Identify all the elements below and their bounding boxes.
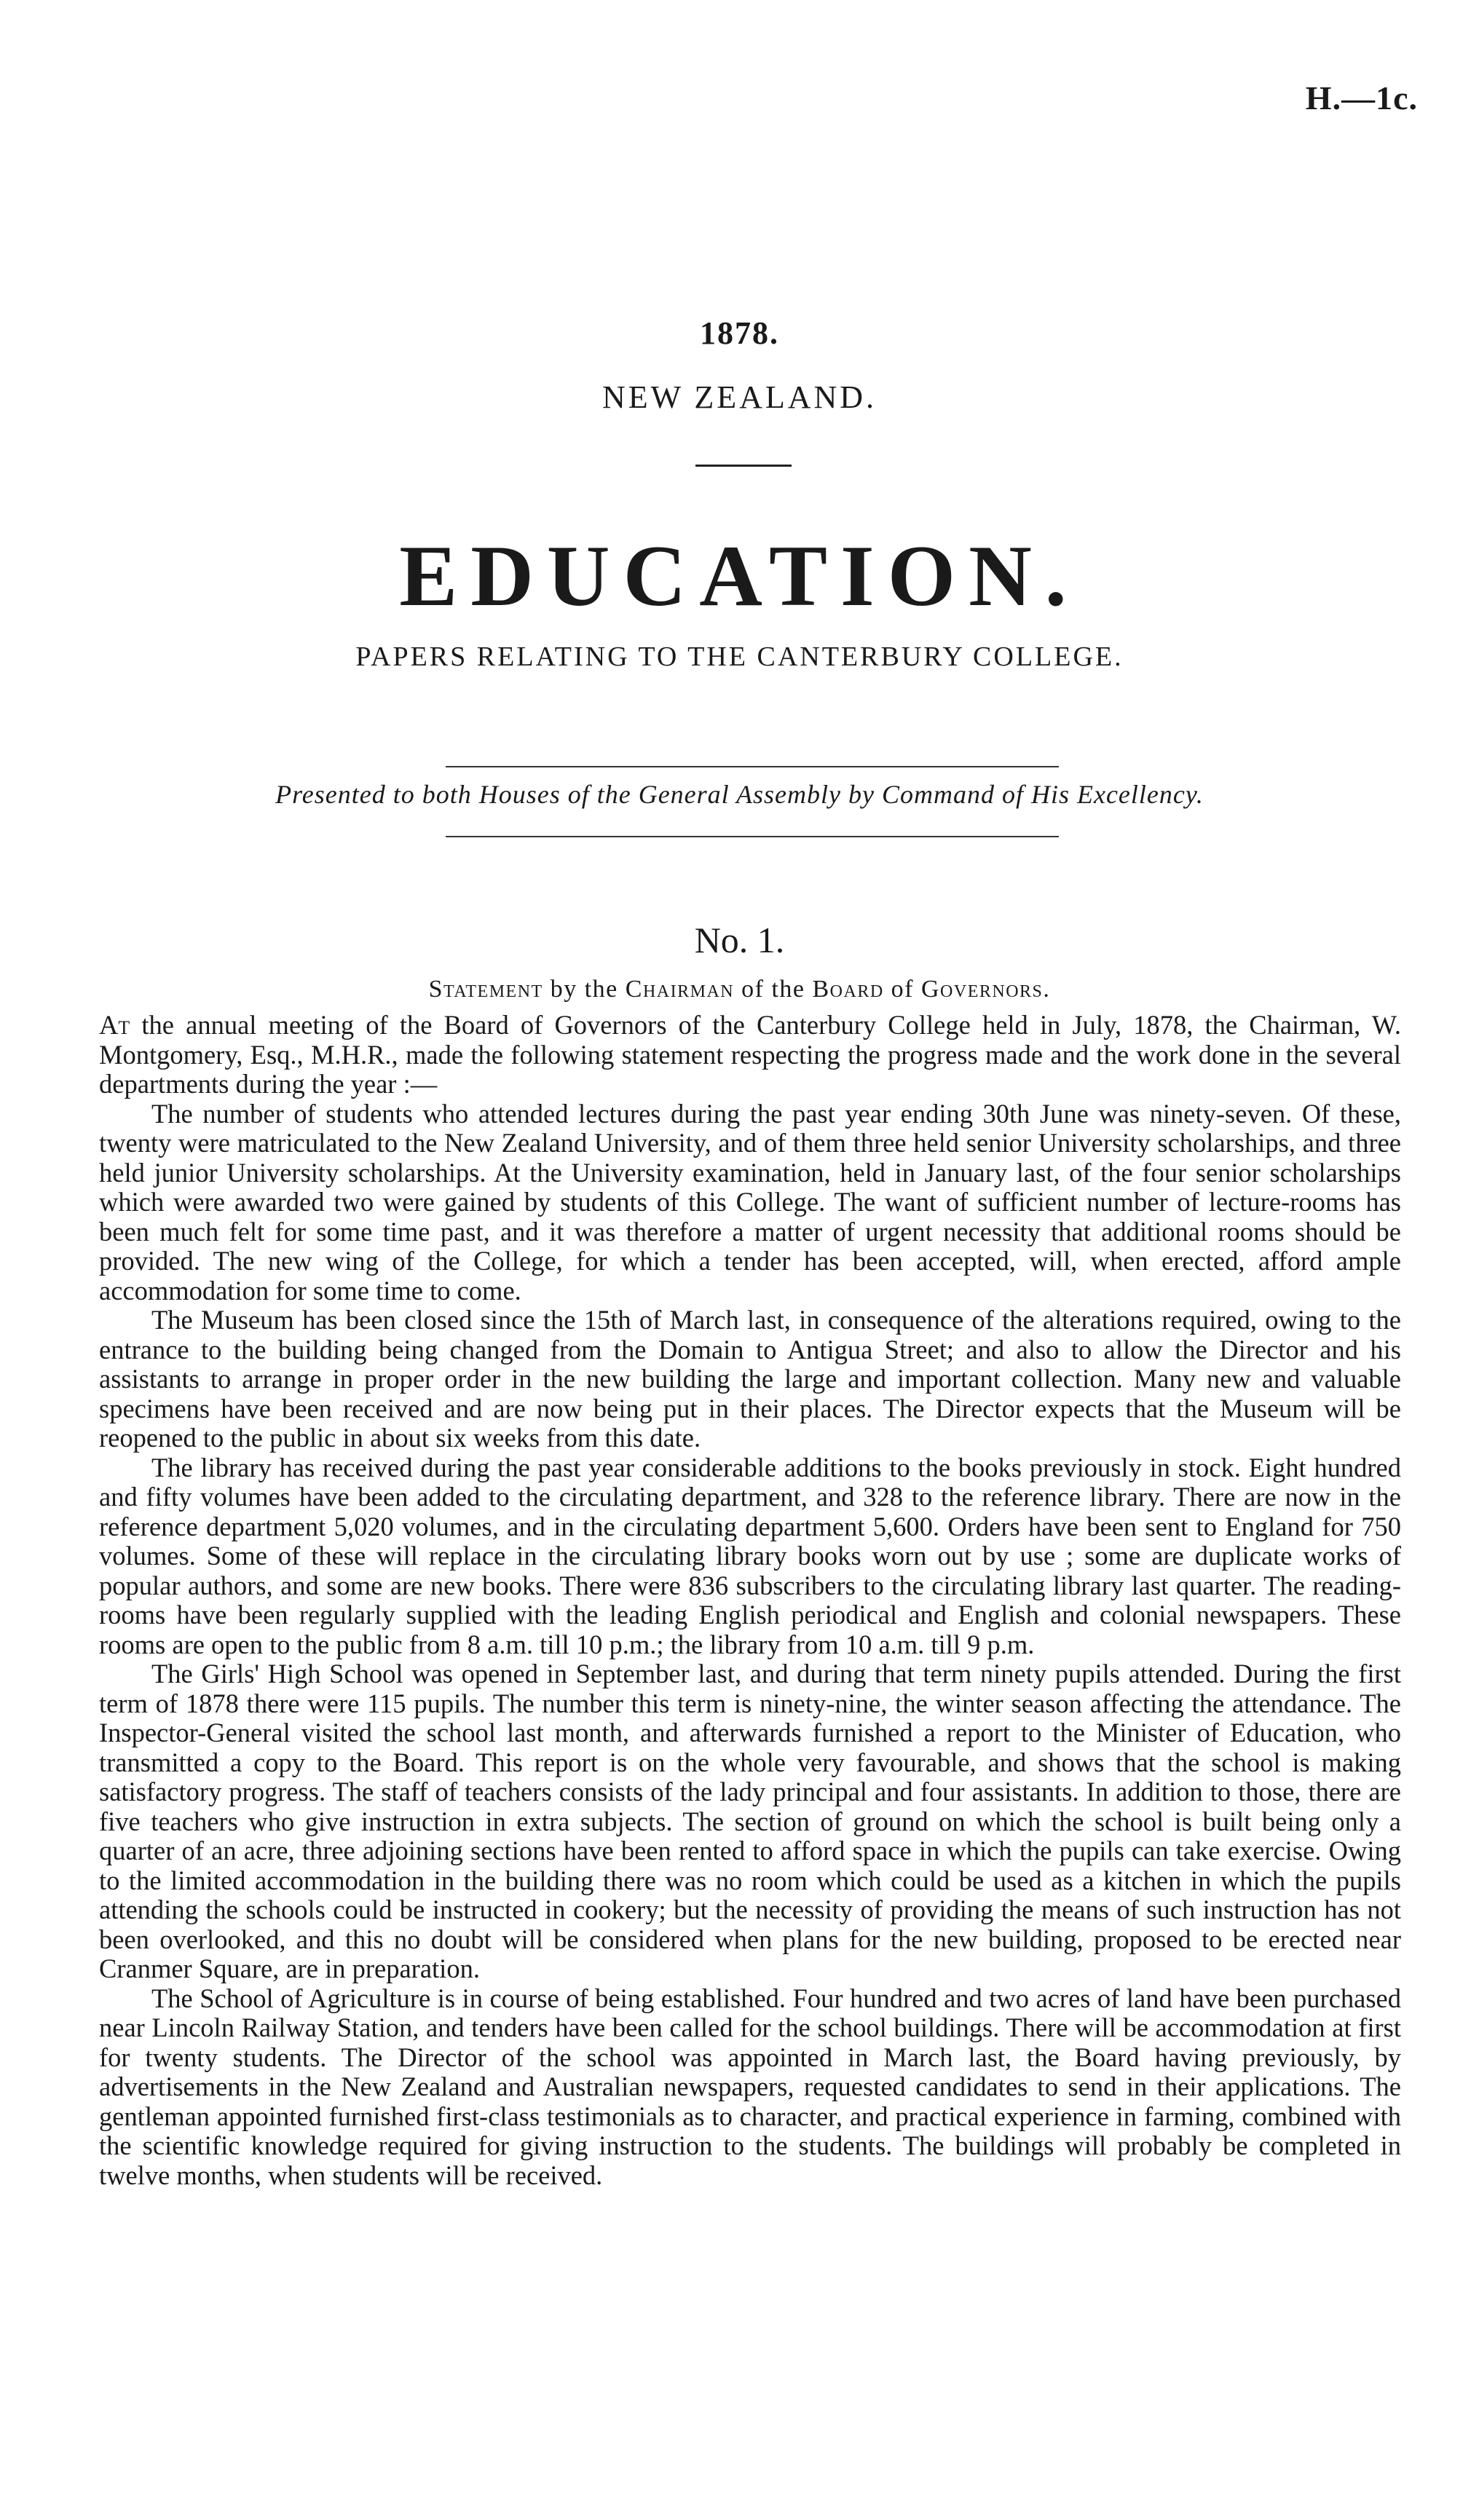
country-heading: NEW ZEALAND.: [602, 379, 877, 415]
presented-line: Presented to both Houses of the General Assembly by Command of His Excellency.: [275, 780, 1204, 809]
statement-connector: of the: [734, 976, 813, 1003]
statement-word: Statement: [428, 976, 543, 1003]
statement-body: [99, 1011, 1401, 2190]
paragraph-school-of-agriculture: The School of Agriculture is in course of being established. Four hundred and two acres of land have been purchased near Lincoln Railway Station, and tenders have been called for the school buildings. There will be accommodation at first for twenty students. The Director of the school was appointed in March last, the Board having previously, by advertisements in the New Zealand and Australian newspapers, requested candidates to send in their applications. The gentleman appointed furnished first-class testimonials as to character, and practical experience in farming, combined with the scientific knowledge required for giving instruction to the students. The buildings will probably be completed in twelve months, when students will be received.: [99, 1983, 1401, 2190]
paragraph-lead-word: At: [99, 1010, 130, 1040]
statement-connector: by the: [543, 976, 626, 1003]
page-title: EDUCATION.: [399, 527, 1080, 624]
divider-bottom: [446, 836, 1059, 837]
paragraph-girls-high-school: The Girls' High School was opened in September last, and during that term ninety pupils attended. During the first term of 1878 there were 115 pupils. The number this term is ninety-nine, the winter season affecting the attendance. The Inspector-General visited the school last month, and afterwards furnished a report to the Minister of Education, who transmitted a copy to the Board. This report is on the whole very favourable, and shows that the school is making satisfactory progress. The staff of teachers consists of the lady principal and four assistants. In addition to those, there are five teachers who give instruction in extra subjects. The section of ground on which the school is built being only a quarter of an acre, three adjoining sections have been rented to afford space in which the pupils can take exercise. Owing to the limited accommodation in the building there was no room which could be used as a kitchen in which the pupils attending the schools could be instructed in cookery; but the necessity of providing the means of such instruction has not been overlooked, and this no doubt will be considered when plans for the new building, proposed to be erected near Cranmer Square, are in preparation.: [99, 1659, 1401, 1983]
page-reference: H.—1c.: [1305, 79, 1418, 116]
paragraph-students: The number of students who attended lectures during the past year ending 30th June was ninety-seven. Of these, twenty were matriculated to the New Zealand University, and of them three held senior University scholarships, and three held junior University scholarships. At the University examination, held in January last, of the four senior scholarships which were awarded two were gained by students of this College. The want of sufficient number of lecture-rooms has been much felt for some time past, and it was therefore a matter of urgent necessity that additional rooms should be provided. The new wing of the College, for which a tender has been accepted, will, when erected, afford ample accommodation for some time to come.: [99, 1098, 1401, 1306]
statement-board: Board: [812, 976, 884, 1003]
statement-connector: of: [883, 976, 921, 1003]
paragraph-opening-text: the annual meeting of the Board of Governors of the Canterbury College held in July, 1878, the Chairman, W. Montgomery, Esq., M.H.R., made the following statement respecting the progress made and the work done in the several departments during the year :—: [99, 1010, 1401, 1099]
page-subtitle: PAPERS RELATING TO THE CANTERBURY COLLEGE.: [355, 641, 1124, 672]
statement-governors: Governors.: [921, 976, 1051, 1003]
document-number: No. 1.: [694, 920, 785, 960]
divider-top: [446, 766, 1059, 767]
paragraph-library: The library has received during the past year considerable additions to the books previously in stock. Eight hundred and fifty volumes have been added to the circulating department, and 328 to the reference library. There are now in the reference department 5,020 volumes, and in the circulating department 5,600. Orders have been sent to England for 750 volumes. Some of these will replace in the circulating library books worn out by use ; some are duplicate works of popular authors, and some are new books. There were 836 subscribers to the circulating library last quarter. The reading-rooms have been regularly supplied with the leading English periodical and English and colonial newspapers. These rooms are open to the public from 8 a.m. till 10 p.m.; the library from 10 a.m. till 9 p.m.: [99, 1452, 1401, 1659]
paragraph-museum: The Museum has been closed since the 15th of March last, in consequence of the alterations required, owing to the entrance to the building being changed from the Domain to Antigua Street; and also to allow the Director and his assistants to arrange in proper order in the new building the large and important collection. Many new and valuable specimens have been received and are now being put in their places. The Director expects that the Museum will be reopened to the public in about six weeks from this date.: [99, 1305, 1401, 1453]
statement-chairman: Chairman: [625, 976, 735, 1003]
paragraph-opening: [99, 1011, 1401, 1099]
document-year: 1878.: [700, 315, 779, 351]
divider-short: [695, 465, 792, 467]
statement-heading: [0, 976, 1479, 1003]
